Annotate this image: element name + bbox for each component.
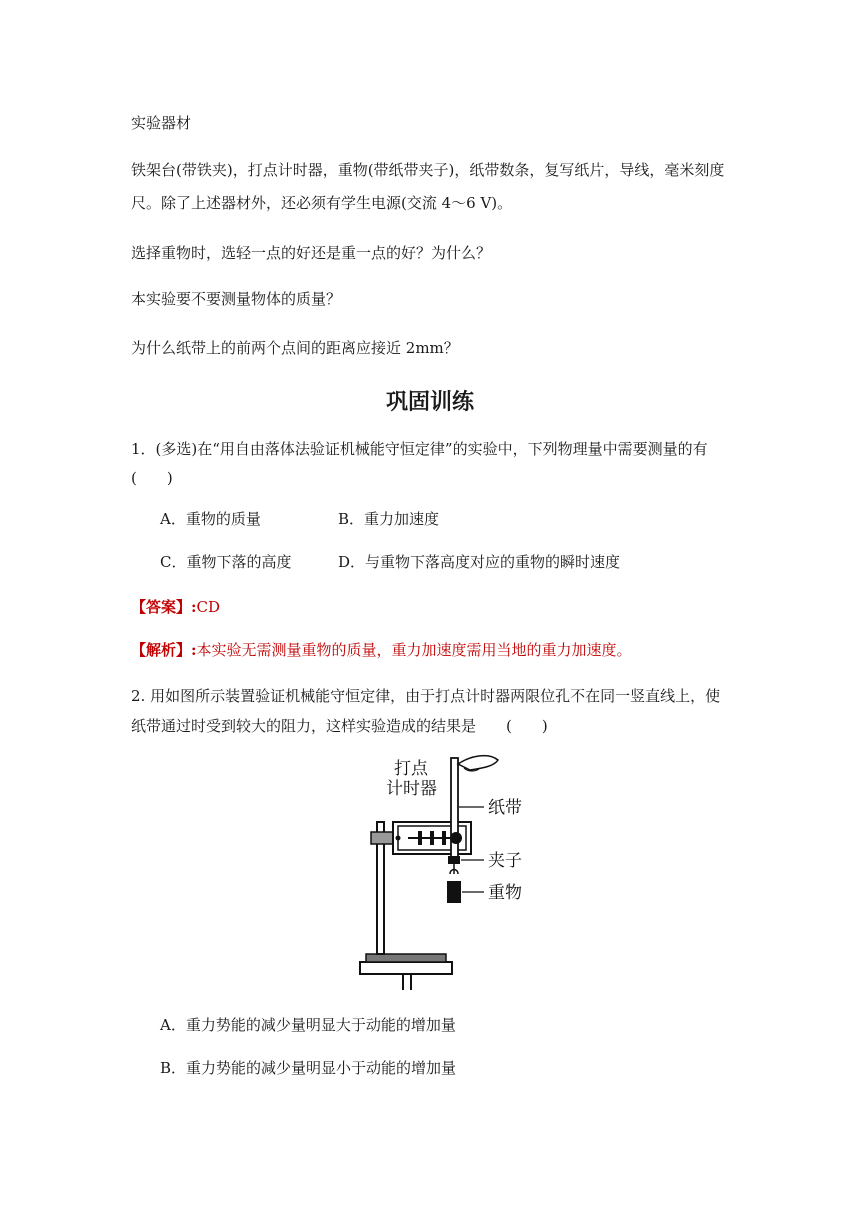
clamp <box>371 832 393 844</box>
q1-stem-line2: ( ) <box>131 469 173 487</box>
label-timer-line1: 打点 <box>394 759 428 779</box>
q1-option-b: B．重力加速度 <box>338 510 440 528</box>
q1-option-c: C．重物下落的高度 <box>160 553 292 571</box>
equipment-text-line2: 尺。除了上述器材外，还必须有学生电源(交流 4～6 V)。 <box>131 194 513 212</box>
answer-label: 【答案】: <box>131 598 197 616</box>
analysis-text: 本实验无需测量重物的质量，重力加速度需用当地的重力加速度。 <box>196 641 632 659</box>
answer-value: CD <box>196 598 221 616</box>
q1-option-d: D．与重物下落高度对应的重物的瞬时速度 <box>338 553 621 571</box>
q2-option-b: B．重力势能的减少量明显小于动能的增加量 <box>160 1059 457 1077</box>
section-title-equipment: 实验器材 <box>131 114 192 132</box>
label-clip: 夹子 <box>488 851 522 871</box>
q1-analysis <box>131 640 632 660</box>
q2-option-a: A．重力势能的减少量明显大于动能的增加量 <box>160 1016 456 1034</box>
label-weight: 重物 <box>488 883 522 903</box>
equipment-text-line1: 铁架台(带铁夹)，打点计时器，重物(带纸带夹子)，纸带数条，复写纸片，导线，毫米刻度 <box>131 161 725 179</box>
q1-option-a: A．重物的质量 <box>160 510 261 528</box>
practice-heading: 巩固训练 <box>385 390 474 415</box>
clip <box>448 856 460 864</box>
q2-stem-line1: 2. 用如图所示装置验证机械能守恒定律，由于打点计时器两限位孔不在同一竖直线上，使 <box>131 687 721 705</box>
question-first-two-points: 为什么纸带上的前两个点间的距离应接近 2mm？ <box>131 339 459 357</box>
apparatus-diagram <box>358 750 533 995</box>
label-tape: 纸带 <box>488 798 522 818</box>
question-heavy-weight: 选择重物时，选轻一点的好还是重一点的好？为什么？ <box>131 244 492 262</box>
stand-base-top <box>366 954 446 962</box>
apparatus-figure <box>358 750 533 995</box>
q1-answer <box>131 597 220 617</box>
q1-stem-line1: 1．(多选)在“用自由落体法验证机械能守恒定律”的实验中，下列物理量中需要测量的有 <box>131 440 708 458</box>
label-timer-line2: 计时器 <box>386 779 437 799</box>
q2-stem-line2: 纸带通过时受到较大的阻力，这样实验造成的结果是 ( ) <box>131 717 548 735</box>
weight <box>447 881 461 903</box>
question-measure-mass: 本实验要不要测量物体的质量？ <box>131 290 342 308</box>
analysis-label: 【解析】: <box>131 641 197 659</box>
stand-base <box>360 962 452 974</box>
